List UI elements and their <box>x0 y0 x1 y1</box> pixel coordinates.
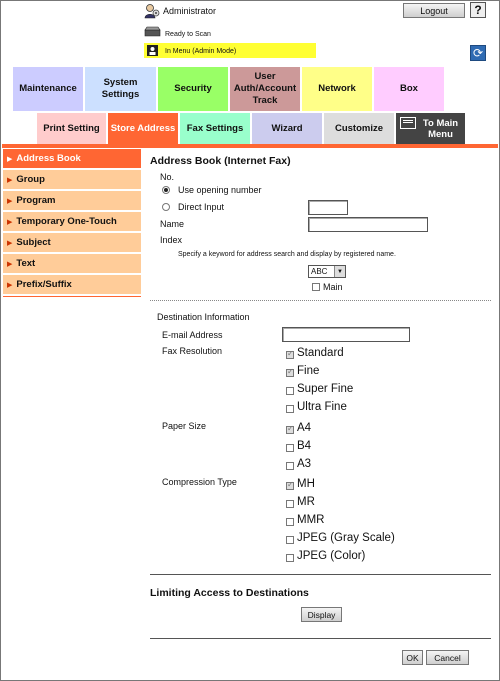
use-opening-label: Use opening number <box>178 185 262 195</box>
cancel-button[interactable]: Cancel <box>426 650 469 665</box>
tab-user-auth[interactable]: User Auth/Account Track <box>230 67 301 111</box>
compression-mr-checkbox[interactable] <box>286 500 294 508</box>
sidebar-item-label: Subject <box>16 237 51 248</box>
sidebar-item-prefix-suffix[interactable] <box>3 275 141 295</box>
tab-security[interactable]: Security <box>158 67 229 111</box>
paper-a3-label: A3 <box>297 458 312 470</box>
fax-res-standard-label: Standard <box>297 347 344 359</box>
compression-jpeg-color-label: JPEG (Color) <box>297 550 366 562</box>
direct-input-label: Direct Input <box>178 202 225 212</box>
logout-button[interactable]: Logout <box>403 3 465 18</box>
sidebar-item-label: Text <box>16 258 36 269</box>
main-checkbox[interactable] <box>312 283 320 291</box>
arrow-right-icon: ▶ <box>7 218 13 226</box>
paper-b4-checkbox[interactable] <box>286 444 294 452</box>
subtab-fax-settings[interactable]: Fax Settings <box>180 113 251 144</box>
tab-network[interactable]: Network <box>302 67 373 111</box>
ok-button[interactable]: OK <box>402 650 423 665</box>
index-select[interactable] <box>308 265 346 278</box>
fax-res-ultra-fine-checkbox[interactable] <box>286 405 294 413</box>
refresh-icon[interactable]: ⟳ <box>470 45 486 61</box>
name-label: Name <box>160 219 185 229</box>
index-label: Index <box>160 235 183 245</box>
fax-res-ultra-fine-label: Ultra Fine <box>297 401 347 413</box>
subtab-wizard[interactable]: Wizard <box>252 113 323 144</box>
sidebar-item-label: Program <box>16 195 56 206</box>
email-label: E-mail Address <box>162 330 223 340</box>
divider <box>150 300 491 301</box>
arrow-right-icon: ▶ <box>7 260 13 268</box>
page-title: Address Book (Internet Fax) <box>150 155 291 167</box>
destination-info-label: Destination Information <box>157 312 250 322</box>
admin-mode-icon <box>146 44 159 57</box>
divider <box>150 638 491 639</box>
name-field[interactable] <box>308 217 428 232</box>
paper-a4-label: A4 <box>297 422 312 434</box>
main-menu-icon <box>400 117 416 129</box>
compression-mr-label: MR <box>297 496 315 508</box>
compression-mh-checkbox[interactable] <box>286 482 294 490</box>
admin-icon <box>144 3 160 19</box>
sidebar-item-program[interactable] <box>3 191 141 211</box>
index-select-value: ABC <box>311 267 328 276</box>
subtab-print-setting[interactable]: Print Setting <box>37 113 107 144</box>
sidebar-item-label: Temporary One-Touch <box>16 216 117 227</box>
help-button[interactable]: ? <box>470 2 486 18</box>
compression-mh-label: MH <box>297 478 315 490</box>
paper-size-label: Paper Size <box>162 421 207 431</box>
compression-jpeg-color-checkbox[interactable] <box>286 554 294 562</box>
sidebar-item-label: Prefix/Suffix <box>16 279 72 290</box>
arrow-right-icon: ▶ <box>7 155 13 163</box>
arrow-right-icon: ▶ <box>7 239 13 247</box>
sidebar-item-temporary-one-touch[interactable] <box>3 212 141 232</box>
direct-input-radio[interactable] <box>162 203 170 211</box>
tab-underline <box>2 144 498 148</box>
tab-maintenance[interactable]: Maintenance <box>13 67 84 111</box>
tab-box[interactable]: Box <box>374 67 445 111</box>
sidebar-item-text[interactable] <box>3 254 141 274</box>
compression-jpeg-gray-checkbox[interactable] <box>286 536 294 544</box>
arrow-right-icon: ▶ <box>7 281 13 289</box>
limiting-access-title: Limiting Access to Destinations <box>150 587 309 599</box>
arrow-right-icon: ▶ <box>7 176 13 184</box>
direct-input-field[interactable] <box>308 200 348 215</box>
status-text: Ready to Scan <box>165 31 211 38</box>
sidebar-item-subject[interactable] <box>3 233 141 253</box>
divider <box>150 574 491 575</box>
main-label: Main <box>323 282 343 292</box>
sidebar-item-address-book[interactable] <box>3 149 141 169</box>
compression-mmr-checkbox[interactable] <box>286 518 294 526</box>
admin-label: Administrator <box>163 6 217 16</box>
use-opening-radio[interactable] <box>162 186 170 194</box>
subtab-customize[interactable]: Customize <box>324 113 395 144</box>
paper-b4-label: B4 <box>297 440 312 452</box>
arrow-right-icon: ▶ <box>7 197 13 205</box>
fax-res-super-fine-checkbox[interactable] <box>286 387 294 395</box>
compression-label: Compression Type <box>162 477 237 487</box>
sidebar-item-label: Group <box>16 174 45 185</box>
subtab-store-address[interactable]: Store Address <box>108 113 179 144</box>
no-label: No. <box>160 172 175 182</box>
index-hint: Specify a keyword for address search and display by registered name. <box>178 251 396 258</box>
tab-system-settings[interactable]: System Settings <box>85 67 157 111</box>
fax-resolution-label: Fax Resolution <box>162 346 223 356</box>
paper-a3-checkbox[interactable] <box>286 462 294 470</box>
chevron-down-icon: ▼ <box>334 266 345 277</box>
scanner-icon <box>144 26 161 37</box>
mode-text: In Menu (Admin Mode) <box>165 48 237 55</box>
compression-jpeg-gray-label: JPEG (Gray Scale) <box>297 532 395 544</box>
display-button[interactable]: Display <box>301 607 342 622</box>
sidebar-item-group[interactable] <box>3 170 141 190</box>
fax-res-standard-checkbox[interactable] <box>286 351 294 359</box>
fax-res-fine-label: Fine <box>297 365 320 377</box>
sidebar-divider <box>3 296 141 297</box>
fax-res-fine-checkbox[interactable] <box>286 369 294 377</box>
to-main-menu-label: To Main Menu <box>422 117 459 140</box>
paper-a4-checkbox[interactable] <box>286 426 294 434</box>
fax-res-super-fine-label: Super Fine <box>297 383 354 395</box>
email-field[interactable] <box>282 327 410 342</box>
sidebar-item-label: Address Book <box>16 153 81 164</box>
compression-mmr-label: MMR <box>297 514 325 526</box>
